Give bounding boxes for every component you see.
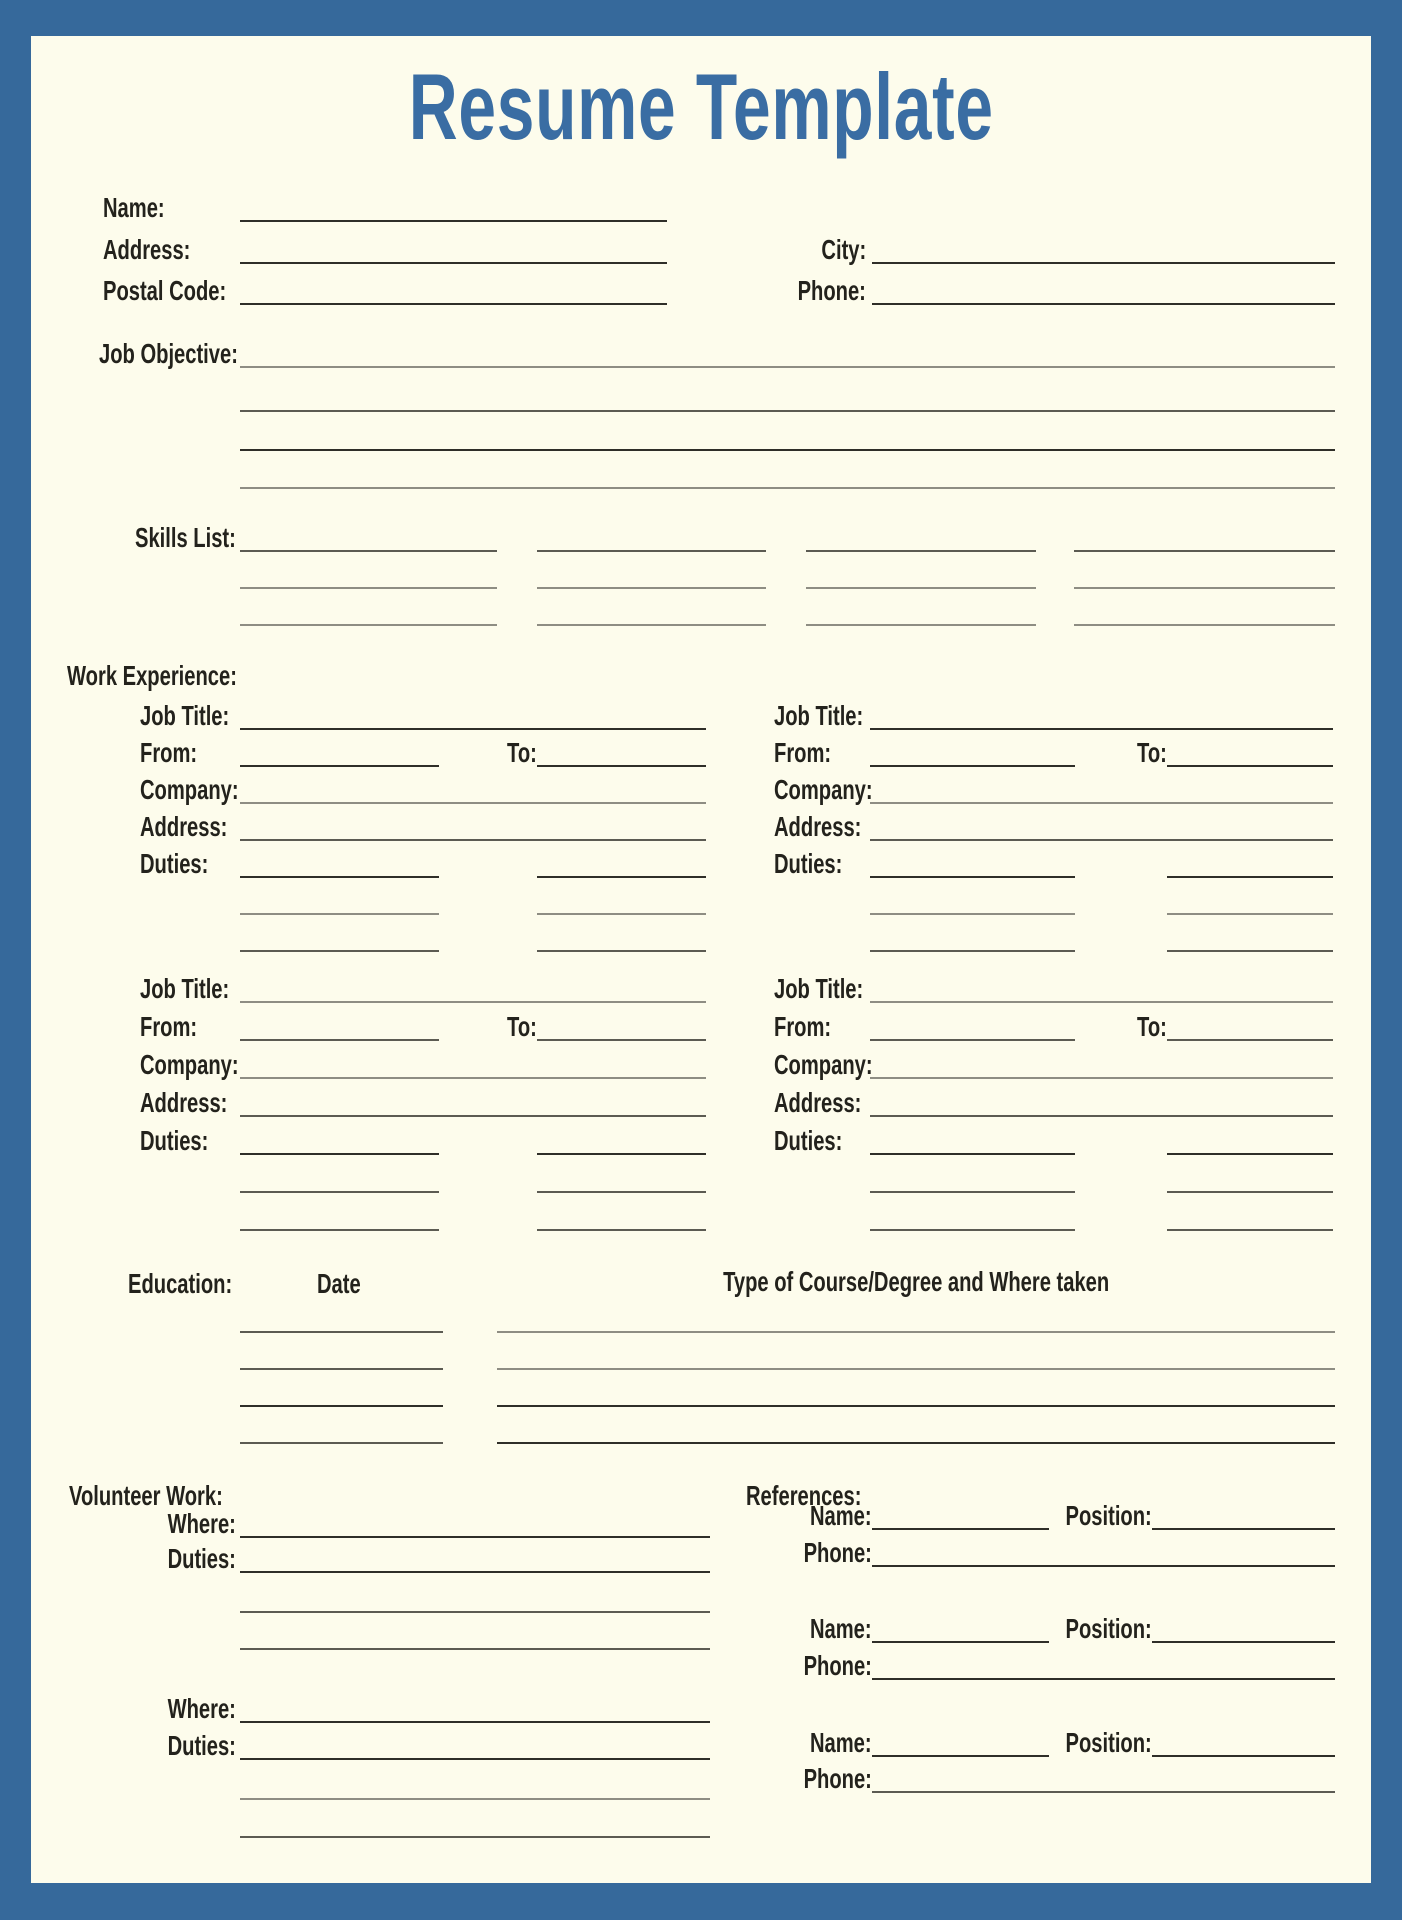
ref-position-line[interactable] xyxy=(1152,1641,1335,1643)
duties-label: Duties: xyxy=(774,848,843,879)
volunteer-duties-cont-row xyxy=(131,1616,710,1650)
ref-position-label-slot xyxy=(1062,1609,1152,1643)
from-line[interactable] xyxy=(870,765,1075,767)
job-address-line[interactable] xyxy=(870,1115,1333,1117)
job-title-label: Job Title: xyxy=(140,973,230,1004)
education-course-line[interactable] xyxy=(497,1442,1335,1444)
from-label: From: xyxy=(140,1011,198,1042)
duties-line[interactable] xyxy=(870,913,1075,915)
company-label: Company: xyxy=(140,1049,239,1080)
job-objective-line[interactable] xyxy=(240,449,1335,451)
volunteer-duties-row xyxy=(131,1539,710,1573)
ref-position-label: Position: xyxy=(1065,1727,1152,1758)
skills-line[interactable] xyxy=(1074,587,1335,589)
job-address-label-slot xyxy=(140,804,240,841)
name-line[interactable] xyxy=(240,220,667,222)
job-address-row xyxy=(774,804,1333,841)
paper-area xyxy=(31,36,1371,1883)
ref-phone-label: Phone: xyxy=(803,1650,872,1681)
to-label-slot xyxy=(507,1003,537,1041)
ref-phone-label-slot xyxy=(795,1646,872,1680)
job-title-label-slot xyxy=(140,965,240,1003)
company-line[interactable] xyxy=(870,1077,1333,1079)
job-address-row xyxy=(140,1079,706,1117)
skills-list-label-slot xyxy=(135,518,240,552)
duties-label-slot xyxy=(140,1117,240,1155)
job-objective-line[interactable] xyxy=(240,366,1335,368)
reference-name-row xyxy=(795,1496,1335,1530)
duties-line[interactable] xyxy=(870,1229,1075,1231)
job-entry-1 xyxy=(140,693,706,952)
skills-line[interactable] xyxy=(240,550,497,552)
company-row xyxy=(140,1041,706,1079)
duties-label-slot xyxy=(774,841,870,878)
job-title-row xyxy=(774,693,1333,730)
address-line[interactable] xyxy=(240,262,667,264)
from-to-row xyxy=(774,730,1333,767)
ref-name-label: Name: xyxy=(810,1613,872,1644)
duties-line[interactable] xyxy=(1167,950,1333,952)
postal-row xyxy=(31,271,1335,305)
duties-row xyxy=(774,878,1333,915)
skills-line[interactable] xyxy=(806,624,1036,626)
volunteer-duties-row xyxy=(131,1726,710,1760)
postal-code-label-slot xyxy=(103,271,240,305)
ref-name-label-slot xyxy=(795,1609,872,1643)
job-address-row xyxy=(774,1079,1333,1117)
job-address-label-slot xyxy=(774,1079,870,1117)
job-title-line[interactable] xyxy=(870,1001,1333,1003)
skills-list-row-3 xyxy=(31,592,1335,626)
duties-line[interactable] xyxy=(870,1153,1075,1155)
duties-row xyxy=(140,1117,706,1155)
job-title-row xyxy=(774,965,1333,1003)
job-entry-2 xyxy=(774,693,1333,952)
job-title-label-slot xyxy=(774,693,870,730)
job-objective-row xyxy=(31,334,1335,368)
job-title-line[interactable] xyxy=(240,728,706,730)
skills-list-row-1 xyxy=(31,518,1335,552)
duties-label-slot xyxy=(131,1726,236,1760)
company-row xyxy=(774,767,1333,804)
duties-row xyxy=(774,915,1333,952)
postal-code-line[interactable] xyxy=(240,303,667,305)
duties-line[interactable] xyxy=(240,876,439,878)
job-address-label: Address: xyxy=(774,811,862,842)
volunteer-duties-cont-row xyxy=(131,1766,710,1800)
education-course-header: Type of Course/Degree and Where taken xyxy=(722,1266,1110,1297)
education-row xyxy=(31,1299,1335,1333)
education-date-line[interactable] xyxy=(240,1442,443,1444)
company-label: Company: xyxy=(774,1049,873,1080)
to-label-slot xyxy=(507,730,537,767)
company-label-slot xyxy=(140,1041,240,1079)
education-row xyxy=(31,1410,1335,1444)
postal-code-label: Postal Code: xyxy=(103,275,227,306)
company-label-slot xyxy=(140,767,240,804)
job-objective-label: Job Objective: xyxy=(99,338,238,369)
duties-line[interactable] xyxy=(240,1191,439,1193)
duties-line[interactable] xyxy=(240,1229,439,1231)
to-label: To: xyxy=(1137,1011,1167,1042)
from-line[interactable] xyxy=(240,765,439,767)
city-label-slot xyxy=(667,230,866,264)
address-row xyxy=(31,230,1335,264)
skills-line[interactable] xyxy=(240,624,497,626)
duties-row xyxy=(774,1117,1333,1155)
from-label: From: xyxy=(774,1011,832,1042)
education-label: Education: xyxy=(128,1268,233,1299)
to-line[interactable] xyxy=(537,1039,706,1041)
ref-position-label: Position: xyxy=(1065,1613,1152,1644)
job-title-row xyxy=(140,693,706,730)
job-objective-label-slot xyxy=(99,334,240,368)
city-line[interactable] xyxy=(872,262,1335,264)
duties-line[interactable] xyxy=(870,950,1075,952)
duties-row xyxy=(140,841,706,878)
skills-line[interactable] xyxy=(1074,550,1335,552)
to-label: To: xyxy=(507,1011,537,1042)
education-header-row xyxy=(31,1264,1371,1298)
where-label-slot xyxy=(131,1689,236,1723)
ref-phone-label: Phone: xyxy=(803,1763,872,1794)
company-label: Company: xyxy=(140,774,239,805)
job-address-label-slot xyxy=(140,1079,240,1117)
duties-label-slot xyxy=(774,1117,870,1155)
volunteer-where-line[interactable] xyxy=(240,1536,710,1538)
ref-position-label-slot xyxy=(1062,1723,1152,1757)
reference-name-row xyxy=(795,1723,1335,1757)
company-line[interactable] xyxy=(240,802,706,804)
duties-row xyxy=(774,1155,1333,1193)
name-label: Name: xyxy=(103,192,165,223)
ref-position-line[interactable] xyxy=(1152,1528,1335,1530)
ref-phone-line[interactable] xyxy=(872,1678,1335,1680)
to-label: To: xyxy=(507,737,537,768)
volunteer-duties-line[interactable] xyxy=(240,1648,710,1650)
education-date-line[interactable] xyxy=(240,1331,443,1333)
where-label: Where: xyxy=(167,1693,236,1724)
to-line[interactable] xyxy=(1167,765,1333,767)
job-title-label: Job Title: xyxy=(774,700,864,731)
from-line[interactable] xyxy=(870,1039,1075,1041)
duties-label: Duties: xyxy=(140,1125,209,1156)
ref-phone-line[interactable] xyxy=(872,1565,1335,1567)
volunteer-duties-cont-row xyxy=(131,1579,710,1613)
city-label: City: xyxy=(821,234,866,265)
reference-phone-row xyxy=(795,1646,1335,1680)
reference-phone-row xyxy=(795,1533,1335,1567)
education-row xyxy=(31,1336,1335,1370)
job-title-label: Job Title: xyxy=(140,700,230,731)
education-course-line[interactable] xyxy=(497,1331,1335,1333)
skills-line[interactable] xyxy=(537,587,766,589)
to-line[interactable] xyxy=(537,765,706,767)
duties-line[interactable] xyxy=(537,950,706,952)
from-line[interactable] xyxy=(240,1039,439,1041)
ref-name-label-slot xyxy=(795,1496,872,1530)
duties-label-slot xyxy=(131,1539,236,1573)
job-address-label: Address: xyxy=(140,1087,228,1118)
company-label-slot xyxy=(774,1041,873,1080)
job-objective-line[interactable] xyxy=(240,410,1335,412)
phone-label-slot xyxy=(667,271,866,305)
duties-line[interactable] xyxy=(1167,913,1333,915)
ref-name-line[interactable] xyxy=(872,1755,1049,1757)
job-address-line[interactable] xyxy=(240,839,706,841)
volunteer-where-row xyxy=(131,1504,710,1538)
volunteer-duties-line[interactable] xyxy=(240,1758,710,1760)
company-row xyxy=(774,1041,1333,1079)
references-label: References: xyxy=(746,1480,862,1511)
company-label: Company: xyxy=(774,774,873,805)
ref-name-label: Name: xyxy=(810,1500,872,1531)
job-entry-3 xyxy=(140,965,706,1231)
duties-label: Duties: xyxy=(774,1125,843,1156)
where-label-slot xyxy=(131,1504,236,1538)
skills-line[interactable] xyxy=(1074,624,1335,626)
job-address-row xyxy=(140,804,706,841)
job-objective-line[interactable] xyxy=(240,487,1335,489)
company-row xyxy=(140,767,706,804)
job-title-label: Job Title: xyxy=(774,973,864,1004)
ref-position-label: Position: xyxy=(1065,1500,1152,1531)
duties-row xyxy=(140,915,706,952)
volunteer-duties-line[interactable] xyxy=(240,1836,710,1838)
volunteer-where-row xyxy=(131,1689,710,1723)
to-label: To: xyxy=(1137,737,1167,768)
reference-phone-row xyxy=(795,1759,1335,1793)
from-to-row xyxy=(140,730,706,767)
duties-line[interactable] xyxy=(537,1153,706,1155)
volunteer-duties-line[interactable] xyxy=(240,1798,710,1800)
volunteer-where-line[interactable] xyxy=(240,1721,710,1723)
from-label-slot xyxy=(140,730,240,767)
duties-label: Duties: xyxy=(167,1543,236,1574)
job-title-line[interactable] xyxy=(240,1001,706,1003)
duties-row xyxy=(140,1193,706,1231)
volunteer-work-label: Volunteer Work: xyxy=(69,1480,223,1511)
job-address-label: Address: xyxy=(140,811,228,842)
skills-line[interactable] xyxy=(806,587,1036,589)
duties-line[interactable] xyxy=(1167,1191,1333,1193)
page-title xyxy=(31,54,1371,159)
duties-line[interactable] xyxy=(537,1191,706,1193)
duties-line[interactable] xyxy=(537,1229,706,1231)
duties-label: Duties: xyxy=(167,1730,236,1761)
education-label-slot xyxy=(128,1264,240,1298)
from-to-row xyxy=(774,1003,1333,1041)
job-title-label-slot xyxy=(140,693,240,730)
duties-line[interactable] xyxy=(240,913,439,915)
duties-line[interactable] xyxy=(870,876,1075,878)
duties-line[interactable] xyxy=(870,1191,1075,1193)
company-label-slot xyxy=(774,767,873,805)
ref-name-label-slot xyxy=(795,1723,872,1757)
work-experience-label: Work Experience: xyxy=(67,660,237,691)
duties-row xyxy=(774,1193,1333,1231)
phone-line[interactable] xyxy=(872,303,1335,305)
volunteer-duties-line[interactable] xyxy=(240,1611,710,1613)
education-row xyxy=(31,1373,1335,1407)
address-label-slot xyxy=(103,230,240,264)
from-label-slot xyxy=(774,730,870,767)
from-label: From: xyxy=(140,737,198,768)
page-title-text: Resume Template xyxy=(408,54,994,159)
job-title-row xyxy=(140,965,706,1003)
ref-name-line[interactable] xyxy=(872,1528,1049,1530)
from-label-slot xyxy=(140,1003,240,1041)
duties-line[interactable] xyxy=(537,876,706,878)
duties-row xyxy=(140,878,706,915)
from-label: From: xyxy=(774,737,832,768)
duties-row xyxy=(774,841,1333,878)
phone-label: Phone: xyxy=(797,275,866,306)
ref-phone-label-slot xyxy=(795,1533,872,1567)
job-title-line[interactable] xyxy=(870,728,1333,730)
job-address-line[interactable] xyxy=(870,839,1333,841)
volunteer-duties-line[interactable] xyxy=(240,1571,710,1573)
name-row xyxy=(31,188,667,222)
name-label-slot xyxy=(103,188,240,222)
education-course-line[interactable] xyxy=(497,1368,1335,1370)
to-label-slot xyxy=(1137,730,1167,767)
education-date-header: Date xyxy=(317,1268,361,1299)
company-line[interactable] xyxy=(870,802,1333,804)
skills-line[interactable] xyxy=(240,587,497,589)
job-entry-4 xyxy=(774,965,1333,1231)
ref-phone-label: Phone: xyxy=(803,1537,872,1568)
job-address-line[interactable] xyxy=(240,1115,706,1117)
ref-phone-line[interactable] xyxy=(872,1791,1335,1793)
duties-line[interactable] xyxy=(1167,1229,1333,1231)
company-line[interactable] xyxy=(240,1077,706,1079)
duties-line[interactable] xyxy=(240,1153,439,1155)
from-to-row xyxy=(140,1003,706,1041)
duties-line[interactable] xyxy=(537,913,706,915)
from-label-slot xyxy=(774,1003,870,1041)
volunteer-duties-cont-row xyxy=(131,1804,710,1838)
skills-line[interactable] xyxy=(537,624,766,626)
education-date-line[interactable] xyxy=(240,1368,443,1370)
ref-position-label-slot xyxy=(1062,1496,1152,1530)
ref-name-label: Name: xyxy=(810,1727,872,1758)
job-address-label-slot xyxy=(774,804,870,841)
job-title-label-slot xyxy=(774,965,870,1003)
ref-phone-label-slot xyxy=(795,1759,872,1793)
duties-label-slot xyxy=(140,841,240,878)
duties-line[interactable] xyxy=(1167,876,1333,878)
reference-name-row xyxy=(795,1609,1335,1643)
skills-line[interactable] xyxy=(537,550,766,552)
duties-line[interactable] xyxy=(240,950,439,952)
address-label: Address: xyxy=(103,234,191,265)
to-line[interactable] xyxy=(1167,1039,1333,1041)
education-course-line[interactable] xyxy=(497,1405,1335,1407)
where-label: Where: xyxy=(167,1508,236,1539)
to-label-slot xyxy=(1137,1003,1167,1041)
education-course-header-slot xyxy=(497,1268,1335,1296)
ref-name-line[interactable] xyxy=(872,1641,1049,1643)
duties-line[interactable] xyxy=(1167,1153,1333,1155)
ref-position-line[interactable] xyxy=(1152,1755,1335,1757)
skills-list-label: Skills List: xyxy=(135,522,236,553)
skills-line[interactable] xyxy=(806,550,1036,552)
job-address-label: Address: xyxy=(774,1087,862,1118)
duties-row xyxy=(140,1155,706,1193)
education-date-line[interactable] xyxy=(240,1405,443,1407)
duties-label: Duties: xyxy=(140,848,209,879)
skills-list-row-2 xyxy=(31,555,1335,589)
